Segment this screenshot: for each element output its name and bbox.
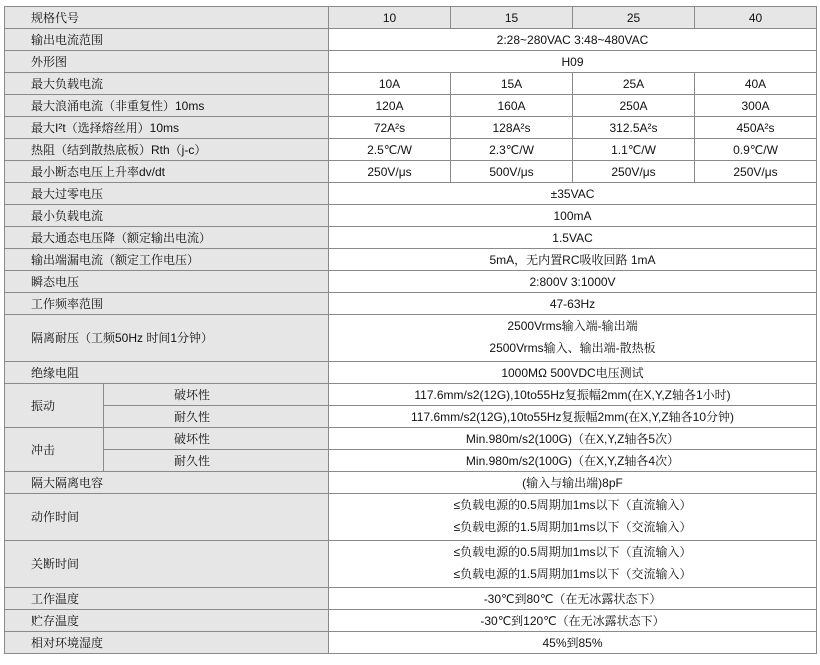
row-release-time [5,541,817,588]
value-outline: H09 [329,51,817,73]
isolation-line: 2500Vrms输入、输出端-散热板 [489,341,656,355]
label-vibration-destructive: 破坏性 [104,384,329,406]
release-time-line: ≤负载电源的1.5周期加1ms以下（交流输入） [453,567,692,581]
row-frequency [5,293,817,315]
label-on-state-drop: 最大通态电压降（额定输出电流） [5,227,329,249]
isolation-line: 2500Vrms输入端-输出端 [507,319,638,333]
value-cell: 72A²s [329,117,451,139]
operate-time-line: ≤负载电源的1.5周期加1ms以下（交流输入） [453,520,692,534]
value-transient-voltage: 2:800V 3:1000V [329,271,817,293]
label-operating-temp: 工作温度 [5,588,329,610]
value-max-zero-cross: ±35VAC [329,183,817,205]
label-insulation: 绝缘电阻 [5,362,329,384]
value-cell: 250V/μs [329,161,451,183]
row-thermal-resistance [5,139,817,161]
value-shock-endurance: Min.980m/s2(100G)（在X,Y,Z轴各4次） [329,450,817,472]
value-cell: 1.1℃/W [573,139,695,161]
row-isolation [5,315,817,362]
value-frequency: 47-63Hz [329,293,817,315]
value-insulation: 1000MΩ 500VDC电压测试 [329,362,817,384]
value-cell: 250V/μs [695,161,817,183]
value-storage-temp: -30℃到120℃（在无冰露状态下） [329,610,817,632]
label-thermal-resistance: 热阻（结到散热底板）Rth（j-c） [5,139,329,161]
value-vibration-endurance: 117.6mm/s2(12G),10to55Hz复振幅2mm(在X,Y,Z轴各10分钟) [329,406,817,428]
value-cell: 250V/μs [573,161,695,183]
label-dv-dt: 最小断态电压上升率dv/dt [5,161,329,183]
row-insulation [5,362,817,384]
label-max-zero-cross: 最大过零电压 [5,183,329,205]
value-on-state-drop: 1.5VAC [329,227,817,249]
row-on-state-drop [5,227,817,249]
value-cell: 120A [329,95,451,117]
row-output-range [5,29,817,51]
value-cell: 25A [573,73,695,95]
model-15: 15 [451,7,573,29]
row-max-load-current [5,73,817,95]
row-dv-dt [5,161,817,183]
row-min-load-current [5,205,817,227]
value-cell: 128A²s [451,117,573,139]
operate-time-line: ≤负载电源的0.5周期加1ms以下（直流输入） [453,498,692,512]
row-max-zero-cross [5,183,817,205]
row-vibration-destructive [5,384,817,406]
row-max-surge-current [5,95,817,117]
release-time-line: ≤负载电源的0.5周期加1ms以下（直流输入） [453,545,692,559]
row-transient-voltage [5,271,817,293]
value-cell: 15A [451,73,573,95]
row-operate-time [5,494,817,541]
value-cell: 500V/μs [451,161,573,183]
value-cell: 250A [573,95,695,117]
label-frequency: 工作频率范围 [5,293,329,315]
row-humidity [5,632,817,654]
spec-table [4,6,817,654]
label-output-range: 输出电流范围 [5,29,329,51]
label-leakage: 输出端漏电流（额定工作电压） [5,249,329,271]
value-isolation [329,315,817,362]
value-cell: 312.5A²s [573,117,695,139]
value-cell: 10A [329,73,451,95]
value-min-load-current: 100mA [329,205,817,227]
value-operate-time [329,494,817,541]
value-vibration-destructive: 117.6mm/s2(12G),10to55Hz复振幅2mm(在X,Y,Z轴各1小时) [329,384,817,406]
label-shock: 冲击 [5,428,104,472]
value-shock-destructive: Min.980m/s2(100G)（在X,Y,Z轴各5次） [329,428,817,450]
value-output-range: 2:28~280VAC 3:48~480VAC [329,29,817,51]
label-isolation: 隔离耐压（工频50Hz 时间1分钟） [5,315,329,362]
value-release-time [329,541,817,588]
value-cell: 2.5℃/W [329,139,451,161]
label-outline: 外形图 [5,51,329,73]
header-label: 规格代号 [5,7,329,29]
label-humidity: 相对环境湿度 [5,632,329,654]
row-storage-temp [5,610,817,632]
label-shock-endurance: 耐久性 [104,450,329,472]
value-cell: 0.9℃/W [695,139,817,161]
value-operating-temp: -30℃到80℃（在无冰露状态下） [329,588,817,610]
label-max-load-current: 最大负载电流 [5,73,329,95]
value-humidity: 45%到85% [329,632,817,654]
label-operate-time: 动作时间 [5,494,329,541]
row-i2t [5,117,817,139]
value-cell: 300A [695,95,817,117]
label-i2t: 最大I²t（选择熔丝用）10ms [5,117,329,139]
row-vibration-endurance [5,406,817,428]
row-shock-destructive [5,428,817,450]
value-cell: 160A [451,95,573,117]
label-min-load-current: 最小负载电流 [5,205,329,227]
row-operating-temp [5,588,817,610]
value-capacitance: (输入与输出端)8pF [329,472,817,494]
label-capacitance: 隔大隔离电容 [5,472,329,494]
label-vibration-endurance: 耐久性 [104,406,329,428]
value-cell: 450A²s [695,117,817,139]
label-vibration: 振动 [5,384,104,428]
label-release-time: 关断时间 [5,541,329,588]
row-leakage [5,249,817,271]
value-leakage: 5mA，无内置RC吸收回路 1mA [329,249,817,271]
row-outline [5,51,817,73]
model-10: 10 [329,7,451,29]
model-25: 25 [573,7,695,29]
row-shock-endurance [5,450,817,472]
value-cell: 2.3℃/W [451,139,573,161]
label-storage-temp: 贮存温度 [5,610,329,632]
row-capacitance [5,472,817,494]
label-transient-voltage: 瞬态电压 [5,271,329,293]
label-shock-destructive: 破坏性 [104,428,329,450]
model-40: 40 [695,7,817,29]
value-cell: 40A [695,73,817,95]
label-max-surge-current: 最大浪涌电流（非重复性）10ms [5,95,329,117]
header-row [5,7,817,29]
